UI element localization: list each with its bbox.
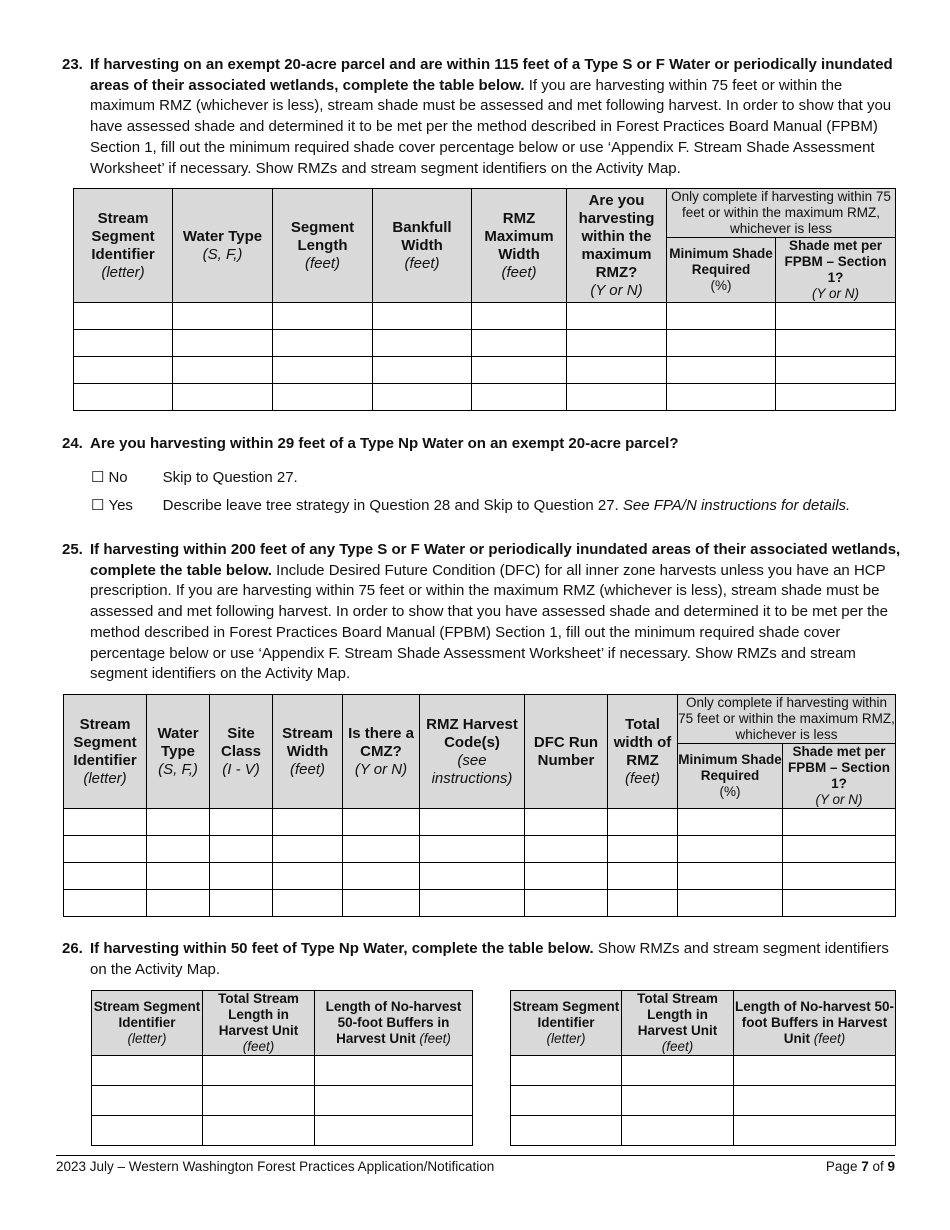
question-text: Show RMZs and stream segment identifiers on the Activity Map. [90,940,889,978]
question-number: 23. [62,56,83,73]
question-number: 26. [62,940,83,957]
table-q23 [73,188,896,411]
option-yes-italic: See FPA/N instructions for details. [622,497,851,514]
header-rmz-max-width: RMZ Maximum Width (feet) [472,189,567,303]
header-segment-length: Segment Length (feet) [273,189,373,303]
header-group-shade: Only complete if harvesting within 75 feet or within the maximum RMZ, whichever is less [678,695,895,742]
option-no-label: No [108,469,128,486]
table-row [92,1056,473,1086]
table-row [64,890,896,917]
question-number: 25. [62,541,83,558]
table-row [92,1116,473,1146]
table-row [74,303,896,330]
header-stream-segment: Stream Segment Identifier (letter) [64,695,147,809]
footer-title: 2023 July – Western Washington Forest Practices Application/Notification [56,1159,495,1174]
table-row [64,809,896,836]
header-cmz: Is there a CMZ? (Y or N) [343,695,420,809]
question-bold: Are you harvesting within 29 feet of a Type Np Water on an exempt 20-acre parcel? [90,435,679,452]
table-q26-right [510,990,896,1146]
header-stream-segment: Stream Segment Identifier (letter) [92,991,203,1056]
table-row [511,1056,896,1086]
table-row [92,1086,473,1116]
header-stream-segment: Stream Segment Identifier (letter) [511,991,622,1056]
question-number: 24. [62,435,83,452]
question-text: If you are harvesting within 75 feet or within the maximum RMZ (whichever is less), stream shade must be assessed and met following harvest. In order to show that you have assessed shade and determined it to be met per the method described in Forest Practices Board Manual (FPBM) Section 1, fill out the minimum required shade cover percentage below or use ‘Appendix F. Stream Shade Assessment Worksheet’ if necessary. Show RMZs and stream segment identifiers on the Activity Map. [90,76,892,177]
question-text: Include Desired Future Condition (DFC) for all inner zone harvests unless you have an HCP prescription. If you are harvesting within 75 feet or within the maximum RMZ (whichever is less), stream shade must be assessed and met following harvest. In order to show that you have assessed shade and determined it to be met per the method described in Forest Practices Board Manual (FPBM) Section 1, fill out the minimum required shade cover percentage below or use ‘Appendix F. Stream Shade Assessment Worksheet’ if necessary. Show RMZs and stream segment identifiers on the Activity Map. [90,561,888,683]
question-24 [62,434,902,455]
option-yes-text: Describe leave tree strategy in Question 28 and Skip to Question 27. [162,497,619,514]
header-no-harvest-length: Length of No-harvest 50-foot Buffers in Harvest Unit (feet) [734,991,896,1056]
header-total-stream-length: Total Stream Length in Harvest Unit (feet) [622,991,734,1056]
table-q26-left [91,990,473,1146]
question-23 [62,55,902,179]
table-row [511,1116,896,1146]
header-no-harvest-length: Length of No-harvest 50-foot Buffers in Harvest Unit (feet) [315,991,473,1056]
header-shade-met: Shade met per FPBM – Section 1? (Y or N) [783,744,896,809]
header-site-class: Site Class (I - V) [210,695,273,809]
table-row [74,357,896,384]
table-row [64,836,896,863]
page-number: Page 7 of 9 [825,1159,895,1174]
header-total-rmz-width: Total width of RMZ (feet) [608,695,678,809]
checkbox-icon[interactable]: ☐ [91,497,105,514]
header-min-shade: Minimum Shade Required (%) [678,744,783,809]
header-stream-width: Stream Width (feet) [273,695,343,809]
header-total-stream-length: Total Stream Length in Harvest Unit (feet) [203,991,315,1056]
table-row [64,863,896,890]
checkbox-icon[interactable]: ☐ [91,469,105,486]
question-25 [62,540,902,685]
header-bankfull-width: Bankfull Width (feet) [373,189,472,303]
header-rmz-harvest-code: RMZ Harvest Code(s) (see instructions) [420,695,525,809]
question-bold: If harvesting within 200 feet of any Type S or F Water or periodically inundated areas of their associated wetlands, complete the table below. [90,541,901,579]
question-26 [62,939,902,980]
option-no-text: Skip to Question 27. [162,469,298,486]
page-footer [56,1155,895,1174]
option-no[interactable] [91,468,298,486]
table-q25 [63,694,896,917]
option-yes-label: Yes [108,497,133,514]
header-water-type: Water Type (S, F,) [173,189,273,303]
header-dfc-run: DFC Run Number [525,695,608,809]
header-shade-met: Shade met per FPBM – Section 1? (Y or N) [776,238,896,303]
header-stream-segment: Stream Segment Identifier (letter) [74,189,173,303]
question-bold: If harvesting on an exempt 20-acre parcel and are within 115 feet of a Type S or F Water or periodically inundated areas of their associated wetlands, complete the table below. [90,56,893,94]
table-row [74,330,896,357]
table-row [511,1086,896,1116]
header-min-shade: Minimum Shade Required (%) [667,238,776,303]
question-bold: If harvesting within 50 feet of Type Np Water, complete the table below. [90,940,594,957]
header-harvesting-within-rmz: Are you harvesting within the maximum RMZ? (Y or N) [567,189,667,303]
header-water-type: Water Type (S, F,) [147,695,210,809]
option-yes[interactable] [91,496,850,514]
table-row [74,384,896,411]
header-group-shade: Only complete if harvesting within 75 feet or within the maximum RMZ, whichever is less [667,189,896,238]
